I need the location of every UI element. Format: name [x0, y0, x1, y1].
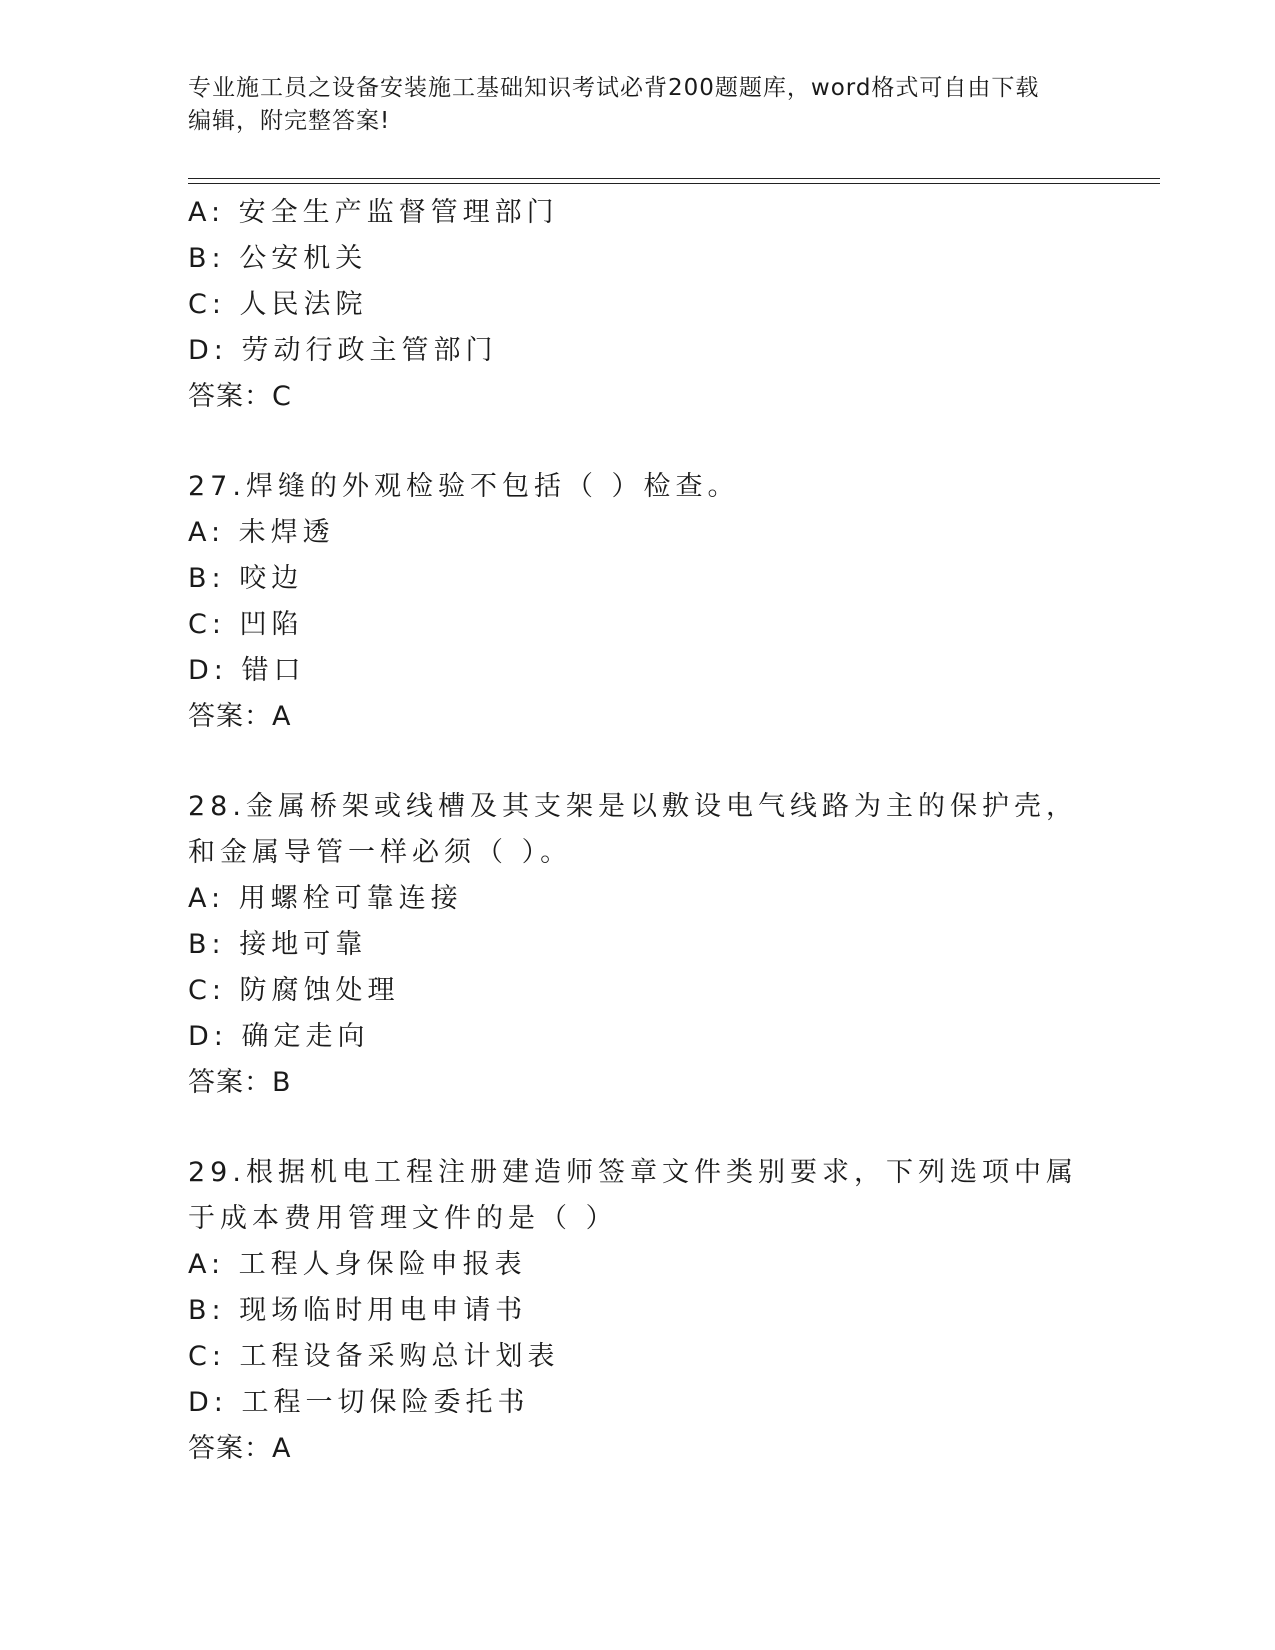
header-divider-bottom [188, 183, 1160, 184]
option-a: A: 用螺栓可靠连接 [188, 883, 463, 914]
option-d: D: 错口 [188, 655, 306, 686]
option-b: B: 咬边 [188, 563, 304, 594]
option-a: A: 安全生产监督管理部门 [188, 197, 559, 228]
option-c: C: 工程设备采购总计划表 [188, 1341, 560, 1372]
question-26-partial [188, 190, 1088, 420]
document-header [188, 72, 1068, 138]
option-a: A: 未焊透 [188, 517, 335, 548]
option-d: D: 工程一切保险委托书 [188, 1387, 530, 1418]
spacer [188, 1106, 1088, 1150]
option-b: B: 公安机关 [188, 243, 368, 274]
question-28 [188, 784, 1088, 1106]
header-divider-top [188, 178, 1160, 179]
answer: 答案：A [188, 1433, 292, 1464]
question-text: 27.焊缝的外观检验不包括（ ）检查。 [188, 471, 740, 502]
option-a: A: 工程人身保险申报表 [188, 1249, 527, 1280]
option-c: C: 凹陷 [188, 609, 304, 640]
question-27 [188, 464, 1088, 740]
answer: 答案：C [188, 381, 292, 412]
option-c: C: 防腐蚀处理 [188, 975, 400, 1006]
header-title-line1: 专业施工员之设备安装施工基础知识考试必背200题题库，word格式可自由下载 [188, 75, 1040, 101]
header-title-line2: 编辑，附完整答案! [188, 108, 391, 134]
option-c: C: 人民法院 [188, 289, 368, 320]
spacer [188, 740, 1088, 784]
question-text: 28.金属桥架或线槽及其支架是以敷设电气线路为主的保护壳，和金属导管一样必须（ ）。 [188, 791, 1078, 868]
option-b: B: 接地可靠 [188, 929, 368, 960]
option-d: D: 劳动行政主管部门 [188, 335, 498, 366]
answer: 答案：B [188, 1067, 292, 1098]
option-d: D: 确定走向 [188, 1021, 370, 1052]
option-b: B: 现场临时用电申请书 [188, 1295, 528, 1326]
answer: 答案：A [188, 701, 292, 732]
question-text: 29.根据机电工程注册建造师签章文件类别要求，下列选项中属于成本费用管理文件的是（ ） [188, 1157, 1078, 1234]
question-29 [188, 1150, 1088, 1472]
spacer [188, 420, 1088, 464]
question-list [188, 190, 1088, 1472]
